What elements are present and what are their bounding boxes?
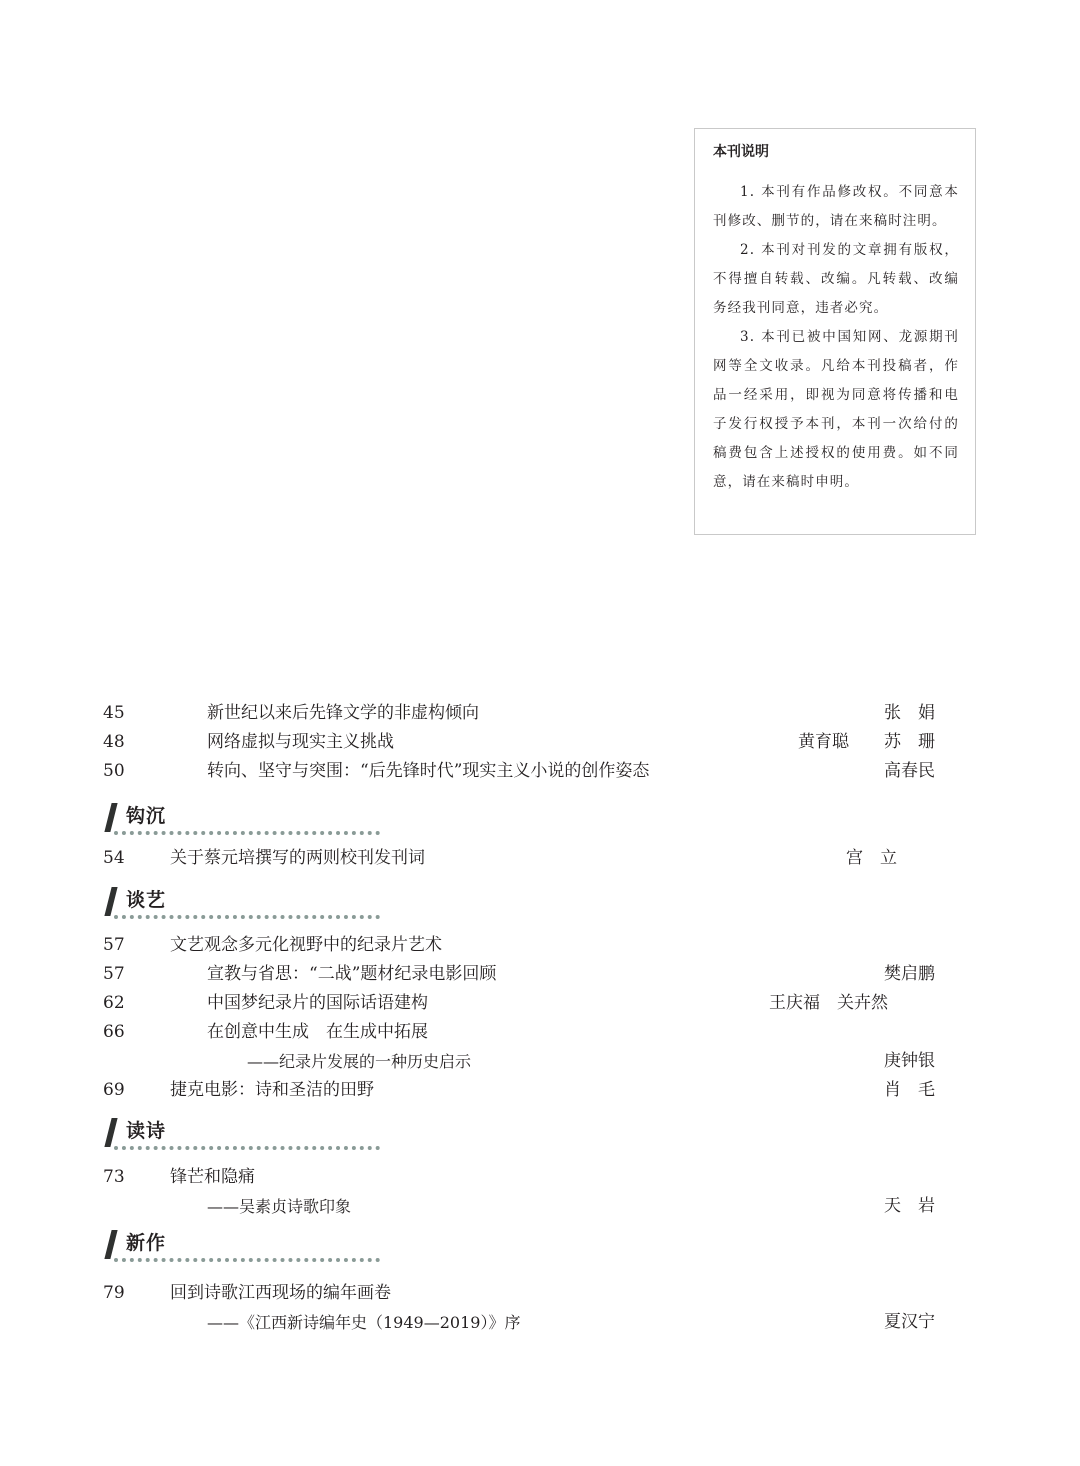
toc-page-number: 62 [103,993,125,1013]
toc-entry-title: 中国梦纪录片的国际话语建构 [207,993,428,1013]
toc-entry [0,757,1080,786]
toc-entry-title: 网络虚拟与现实主义挑战 [207,732,394,752]
toc-page-number: 57 [103,964,125,984]
toc-entry-title: 宣教与省思：“二战”题材纪录电影回顾 [207,964,497,984]
toc-entry [0,1279,1080,1308]
section-slash-icon [104,803,117,832]
section-title: 谈艺 [126,889,167,911]
section-title: 钩沉 [126,805,167,827]
section-dotted-rule [114,1258,380,1262]
toc-entry [0,699,1080,728]
toc-entry-author: 张 娟 [884,703,935,723]
toc-entry-title: 回到诗歌江西现场的编年画卷 [170,1283,391,1303]
section-header-xinzuo [104,1228,404,1264]
toc-entry-title: 在创意中生成 在生成中拓展 [207,1022,428,1042]
section-header-dushi [104,1116,404,1152]
toc-entry-author: 王庆福 关卉然 [769,993,888,1013]
toc-entry [0,728,1080,757]
toc-entry-author: 宫 立 [846,848,897,868]
toc-entry-subtitle: ——纪录片发展的一种历史启示 [247,1052,472,1071]
section-slash-icon [104,1118,117,1147]
notice-title: 本刊说明 [713,144,769,160]
toc-entry-subtitle-row [0,1308,1080,1337]
notice-item-3: 3. 本刊已被中国知网、龙源期刊网等全文收录。凡给本刊投稿者，作品一经采用，即视为同意将传播和电子发行权授予本刊，本刊一次给付的稿费包含上述授权的使用费。如不同意，请在来稿时申明。 [713,329,959,490]
notice-item-2: 2. 本刊对刊发的文章拥有版权，不得擅自转载、改编。凡转载、改编务经我刊同意，违者必究。 [713,242,959,316]
toc-entry [0,844,1080,873]
toc-entry-subtitle: ——吴素贞诗歌印象 [207,1197,352,1216]
toc-entry-author: 肖 毛 [884,1080,935,1100]
toc-page-number: 48 [103,732,125,752]
toc-page-number: 54 [103,848,125,868]
toc-entry-author: 苏 珊 [884,732,935,752]
toc-page-number: 73 [103,1167,125,1187]
toc-entry-title: 捷克电影：诗和圣洁的田野 [170,1080,374,1100]
toc-page-number: 57 [103,935,125,955]
section-dotted-rule [114,915,380,919]
section-title: 新作 [126,1232,167,1254]
toc-entry [0,1076,1080,1105]
notice-item-1: 1. 本刊有作品修改权。不同意本刊修改、删节的，请在来稿时注明。 [713,184,959,229]
toc-page-number: 66 [103,1022,125,1042]
toc-entry [0,1018,1080,1047]
section-slash-icon [104,887,117,916]
toc-entry-author: 夏汉宁 [884,1312,935,1332]
toc-entry-title: 锋芒和隐痛 [170,1167,255,1187]
section-slash-icon [104,1230,117,1259]
toc-page-number: 69 [103,1080,125,1100]
section-header-tanyi [104,885,404,921]
toc-entry [0,931,1080,960]
toc-entry-subtitle-row [0,1192,1080,1221]
toc-entry-author: 高春民 [884,761,935,781]
toc-entry-author: 黄育聪 [798,732,849,752]
journal-notice-box [694,128,976,535]
toc-page-number: 50 [103,761,125,781]
toc-entry-title: 转向、坚守与突围：“后先锋时代”现实主义小说的创作姿态 [207,761,650,781]
toc-entry-title: 关于蔡元培撰写的两则校刊发刊词 [170,848,425,868]
toc-page-number: 79 [103,1283,125,1303]
section-dotted-rule [114,1146,380,1150]
toc-entry-title: 新世纪以来后先锋文学的非虚构倾向 [207,703,479,723]
section-header-gouchen [104,801,404,837]
section-dotted-rule [114,831,380,835]
toc-entry-author: 天 岩 [884,1196,935,1216]
toc-entry [0,1163,1080,1192]
toc-entry [0,960,1080,989]
toc-entry-subtitle-row [0,1047,1080,1076]
toc-entry-author: 樊启鹏 [884,964,935,984]
section-title: 读诗 [126,1120,167,1142]
toc-entry-author: 庚钟银 [884,1051,935,1071]
toc-page-number: 45 [103,703,125,723]
toc-entry [0,989,1080,1018]
toc-entry-subtitle: ——《江西新诗编年史（1949—2019）》序 [207,1313,521,1332]
toc-entry-title: 文艺观念多元化视野中的纪录片艺术 [170,935,442,955]
